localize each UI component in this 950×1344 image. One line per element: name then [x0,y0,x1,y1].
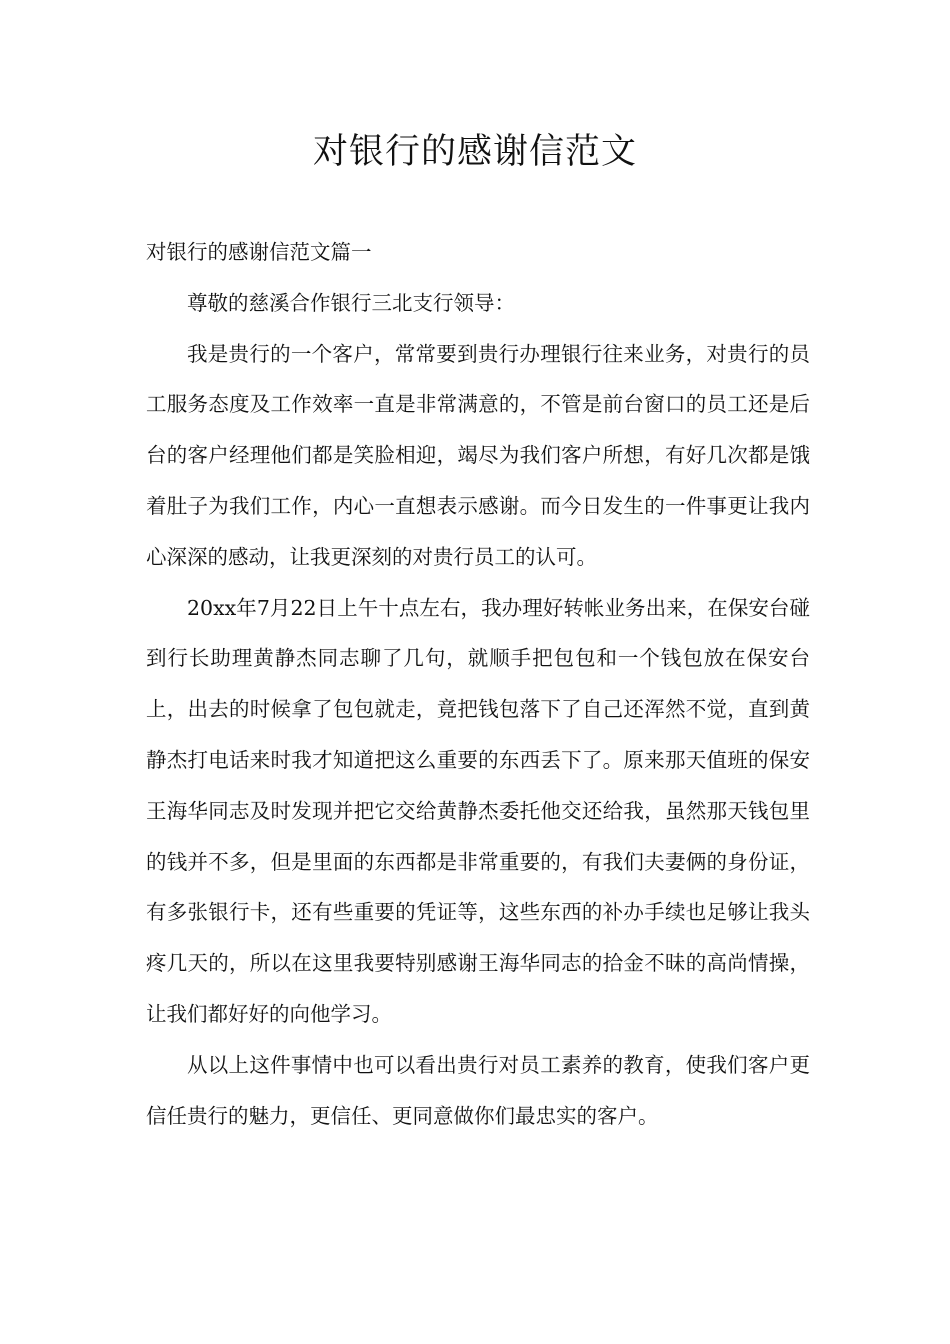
section-heading: 对银行的感谢信范文篇一 [146,240,372,264]
salutation: 尊敬的慈溪合作银行三北支行领导： [187,290,515,315]
body-paragraph-2: 20xx年7月22日上午十点左右，我办理好转帐业务出来，在保安台碰到行长助理黄静杰同志聊了几句，就顺手把包包和一个钱包放在保安台上，出去的时候拿了包包就走，竟把钱包落下了自己还浑然不觉，直到黄静杰打电话来时我才知道把这么重要的东西丢下了。原来那天值班的保安王海华同志及时发现并把它交给黄静杰委托他交还给我，虽然那天钱包里的钱并不多，但是里面的东西都是非常重要的，有我们夫妻俩的身份证，有多张银行卡，还有些重要的凭证等，这些东西的补办手续也足够让我头疼几天的，所以在这里我要特别感谢王海华同志的拾金不昧的高尚情操，让我们都好好的向他学习。 [146,595,810,1026]
body-paragraph-3: 从以上这件事情中也可以看出贵行对员工素养的教育，使我们客户更信任贵行的魅力，更信任、更同意做你们最忠实的客户。 [146,1052,810,1128]
body-paragraph-1: 我是贵行的一个客户，常常要到贵行办理银行往来业务，对贵行的员工服务态度及工作效率一直是非常满意的，不管是前台窗口的员工还是后台的客户经理他们都是笑脸相迎，竭尽为我们客户所想，有好几次都是饿着肚子为我们工作，内心一直想表示感谢。而今日发生的一件事更让我内心深深的感动，让我更深刻的对贵行员工的认可。 [146,341,810,569]
document-body [146,227,810,1141]
document-title: 对银行的感谢信范文 [312,132,637,172]
